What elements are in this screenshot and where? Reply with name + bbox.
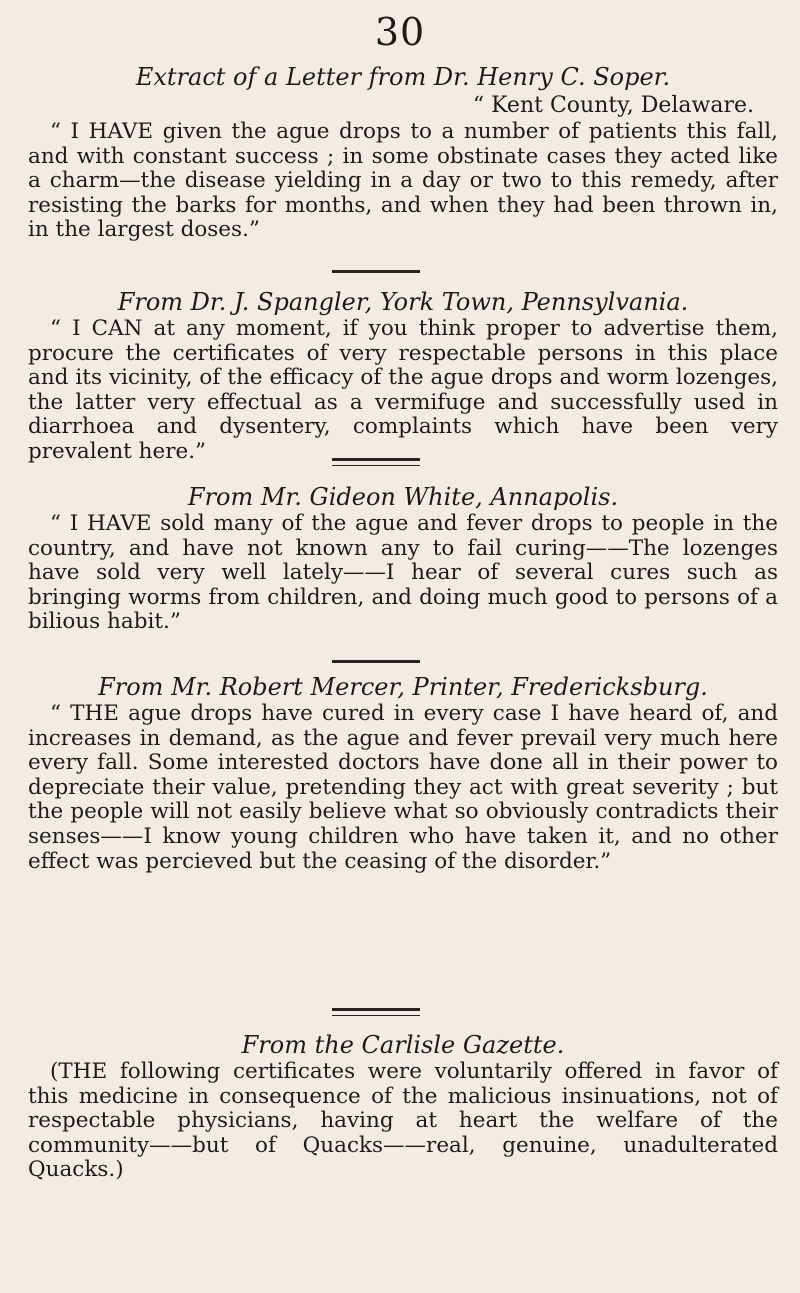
divider	[332, 465, 420, 466]
divider	[332, 1008, 420, 1011]
section-heading: From the Carlisle Gazette.	[241, 1031, 565, 1059]
section-mercer	[28, 672, 778, 874]
divider	[332, 1015, 420, 1016]
letter-text: “ I HAVE sold many of the ague and fever drops to people in the country, and have not known any to fail curing——The lozenges have sold very well lately——I hear of several cures such as bringing worms from children, and doing much good to persons of a bilious habit.”	[28, 511, 778, 635]
section-heading: From Mr. Gideon White, Annapolis.	[187, 483, 619, 511]
divider	[332, 458, 420, 461]
letter-text: “ I HAVE given the ague drops to a number of patients this fall, and with constant success ; in some obstinate cases they acted like a charm—the disease yielding in a day or two to this remedy, after resisting the barks for months, and when they had been thrown in, in the largest doses.”	[28, 119, 778, 243]
section-heading: From Dr. J. Spangler, York Town, Pennsylvania.	[117, 288, 689, 316]
page-number: 30	[374, 10, 426, 54]
divider	[332, 660, 420, 663]
divider	[332, 270, 420, 273]
section-spangler	[28, 287, 778, 465]
letter-text: (THE following certificates were voluntarily offered in favor of this medicine in consequence of the malicious insinuations, not of respectable physicians, having at heart the welfare of the community——but of Quacks——real, genuine, unadulterated Quacks.)	[28, 1059, 778, 1183]
letter-text: “ THE ague drops have cured in every case I have heard of, and increases in demand, as the ague and fever prevail very much here every fall. Some interested doctors have done all in their power to depreciate their value, pretending they act with great severity ; but the people will not easily believe what so obviously contradicts their senses——I know young children who have taken it, and no other effect was percieved but the ceasing of the disorder.”	[28, 701, 778, 874]
section-white	[28, 482, 778, 635]
section-heading: From Mr. Robert Mercer, Printer, Fredericksburg.	[98, 673, 708, 701]
section-location: “ Kent County, Delaware.	[472, 93, 754, 118]
section-heading: Extract of a Letter from Dr. Henry C. Soper.	[135, 63, 671, 91]
section-soper	[28, 62, 778, 243]
letter-text: “ I CAN at any moment, if you think proper to advertise them, procure the certificates of very respectable persons in this place and its vicinity, of the efficacy of the ague drops and worm lozenges, the latter very effectual as a vermifuge and successfully used in diarrhoea and dysentery, complaints which have been very prevalent here.”	[28, 316, 778, 464]
section-carlisle	[28, 1030, 778, 1183]
